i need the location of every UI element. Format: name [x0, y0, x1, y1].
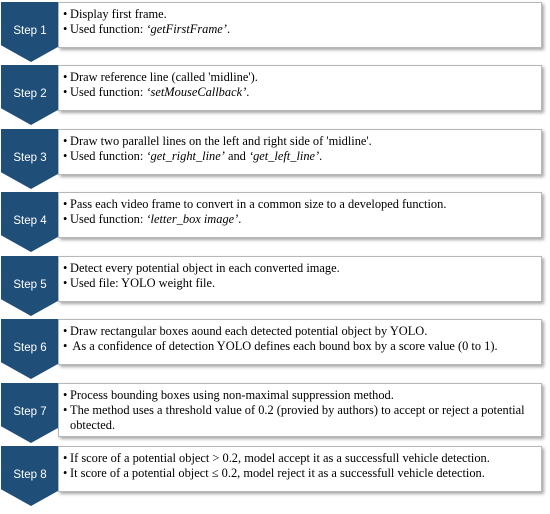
- bullet-dot: •: [63, 339, 68, 353]
- bullet-dot: •: [63, 22, 68, 36]
- bullet-text: Used function:: [70, 22, 147, 36]
- bullet-dot: •: [63, 7, 68, 21]
- bullet-text: If score of a potential object > 0.2, model accept it as a successfull vehicle detection.: [70, 451, 490, 465]
- step-bullet: [63, 388, 537, 403]
- bullet-text: Pass each video frame to convert in a common size to a developed function.: [70, 197, 447, 211]
- step-row: [0, 65, 550, 125]
- step-bullet: [63, 324, 537, 339]
- step-description-box: [58, 192, 542, 238]
- bullet-text: Draw rectangular boxes aound each detected potential object by YOLO.: [70, 324, 428, 338]
- step-description-box: [58, 2, 542, 48]
- bullet-text: .: [246, 85, 250, 99]
- function-name: ‘letter_box image’: [146, 212, 239, 226]
- step-description-box: [58, 129, 542, 175]
- bullet-text: Draw reference line (called 'midline').: [70, 70, 258, 84]
- step-bullet: [63, 134, 537, 149]
- bullet-text: Used file: YOLO weight file.: [70, 276, 216, 290]
- step-row: [0, 319, 550, 379]
- step-label: Step 3: [13, 152, 47, 164]
- step-bullet: [63, 466, 537, 481]
- bullet-dot: •: [63, 70, 68, 84]
- step-row: [0, 129, 550, 189]
- step-bullet: [63, 261, 537, 276]
- bullet-dot: •: [63, 388, 68, 402]
- function-name: ‘setMouseCallback’: [146, 85, 247, 99]
- step-description-box: [58, 319, 542, 365]
- bullet-text: Used function:: [70, 149, 147, 163]
- step-label: Step 5: [13, 279, 47, 291]
- bullet-dot: •: [63, 134, 68, 148]
- bullet-text: The method uses a threshold value of 0.2 (provied by authors) to accept or reject a potential obtected.: [70, 403, 525, 432]
- step-description-box: [58, 383, 542, 437]
- bullet-text: It score of a potential object ≤ 0.2, model reject it as a successfull vehicle detection.: [70, 466, 485, 480]
- step-row: [0, 2, 550, 62]
- step-bullet: [63, 7, 537, 22]
- step-bullet: [63, 70, 537, 85]
- bullet-dot: •: [63, 85, 68, 99]
- step-row: [0, 446, 550, 506]
- step-bullet: [63, 85, 537, 100]
- function-name: ‘get_left_line’: [248, 149, 320, 163]
- bullet-text: Display first frame.: [70, 7, 167, 21]
- bullet-dot: •: [63, 197, 68, 211]
- step-bullet: [63, 339, 537, 354]
- bullet-dot: •: [63, 149, 68, 163]
- step-bullet: [63, 197, 537, 212]
- bullet-text: .: [319, 149, 323, 163]
- bullet-dot: •: [63, 466, 68, 480]
- step-row: [0, 192, 550, 252]
- step-label: Step 2: [13, 88, 47, 100]
- step-bullet: [63, 403, 537, 433]
- step-description-box: [58, 256, 542, 302]
- bullet-dot: •: [63, 324, 68, 338]
- step-row: [0, 256, 550, 316]
- bullet-text: .: [238, 212, 242, 226]
- step-row: [0, 383, 550, 443]
- bullet-dot: •: [63, 276, 68, 290]
- step-label: Step 1: [13, 25, 47, 37]
- function-name: ‘getFirstFrame’: [146, 22, 227, 36]
- step-description-box: [58, 65, 542, 111]
- bullet-text: As a confidence of detection YOLO defines each bound box by a score value (0 to 1).: [70, 339, 498, 353]
- step-label: Step 6: [13, 342, 47, 354]
- step-bullet: [63, 22, 537, 37]
- step-label: Step 8: [13, 469, 47, 481]
- bullet-dot: •: [63, 451, 68, 465]
- bullet-text: Detect every potential object in each converted image.: [70, 261, 340, 275]
- bullet-text: Process bounding boxes using non-maximal suppression method.: [70, 388, 394, 402]
- bullet-dot: •: [63, 212, 68, 226]
- bullet-dot: •: [63, 403, 68, 417]
- step-description-box: [58, 446, 542, 492]
- bullet-dot: •: [63, 261, 68, 275]
- function-name: ‘get_right_line’: [146, 149, 225, 163]
- step-label: Step 7: [13, 406, 47, 418]
- bullet-text: Used function:: [70, 212, 147, 226]
- bullet-text: Used function:: [70, 85, 147, 99]
- bullet-text: Draw two parallel lines on the left and right side of 'midline'.: [70, 134, 372, 148]
- bullet-text: .: [226, 22, 231, 36]
- step-label: Step 4: [13, 215, 47, 227]
- bullet-text: and: [224, 149, 249, 163]
- step-bullet: [63, 212, 537, 227]
- step-bullet: [63, 149, 537, 164]
- step-bullet: [63, 451, 537, 466]
- step-bullet: [63, 276, 537, 291]
